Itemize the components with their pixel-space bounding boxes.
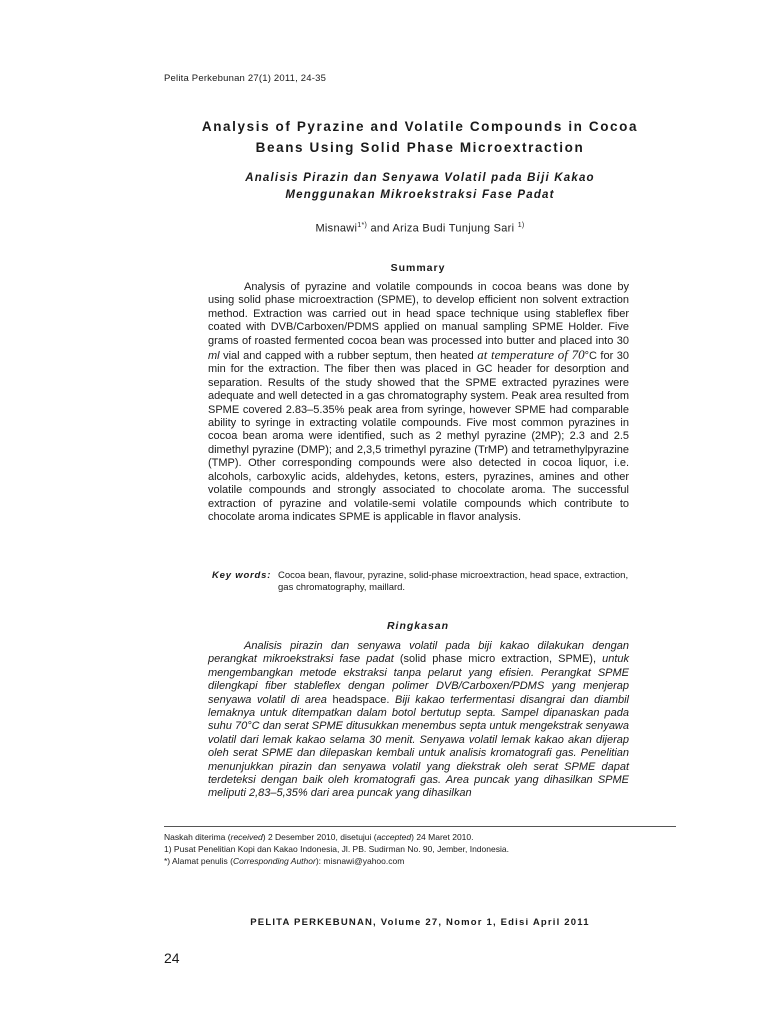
footnote-received-mid: ) 2 Desember 2010, disetujui ( bbox=[262, 832, 377, 842]
paper-title-line-1: Analysis of Pyrazine and Volatile Compounds in Cocoa bbox=[201, 119, 639, 134]
footnote-corresponding-prefix: *) Alamat penulis ( bbox=[164, 856, 233, 866]
footnote-corresponding-suffix: ): misnawi@yahoo.com bbox=[315, 856, 405, 866]
ringkasan-paragraph bbox=[208, 640, 629, 801]
footnote-corresponding-word: Corresponding Author bbox=[232, 856, 316, 866]
journal-footer: PELITA PERKEBUNAN, Volume 27, Nomor 1, Edisi April 2011 bbox=[250, 917, 590, 928]
running-head: Pelita Perkebunan 27(1) 2011, 24-35 bbox=[164, 73, 327, 84]
footnote-affiliation: 1) Pusat Penelitian Kopi dan Kakao Indonesia, Jl. PB. Sudirman No. 90, Jember, Indonesia. bbox=[164, 844, 509, 854]
page-number: 24 bbox=[164, 950, 180, 966]
paper-title-line-2: Beans Using Solid Phase Microextraction bbox=[255, 140, 585, 155]
summary-text-part-3: °C for 30 min for the extraction. The fiber then was placed in GC header for desorption and separation. Results of the study showed that the SPME extracted pyrazines were adequate and well detected in a gas chromatography system. Peak area resulted from SPME covered 2.83–5.35% peak area from syringe, however SPME had comparable ability to syringe in extracting volatile compounds. Five most common pyrazines in cocoa bean aroma were identified, such as 2 methyl pyrazine (2MP); 2.3 and 2.5 dimethyl pyrazine (DMP); and 2,3,5 trimethyl pyrazine (TrMP) and tetramethylpyrazine (TMP). Other corresponding compounds were also detected in cocoa liquor, i.e. alcohols, carboxylic acids, aldehydes, ketons, esters, pyrazines, amines and other volatile compounds and strongly associated to chocolate aroma. The successful extraction of pyrazine and volatile-semi volatile compounds which contribute to chocolate aroma indicates SPME is applicable in flavor analysis. bbox=[208, 350, 630, 523]
summary-unit-ml: ml bbox=[208, 350, 220, 363]
ringkasan-text-part-2: (solid phase micro extraction, SPME), bbox=[399, 653, 596, 666]
summary-temperature-phrase: at temperature of 70 bbox=[477, 347, 585, 363]
footnote-accepted-word: accepted bbox=[376, 832, 412, 842]
paper-subtitle-line-1: Analisis Pirazin dan Senyawa Volatil pada Biji Kakao bbox=[245, 172, 595, 184]
summary-paragraph bbox=[208, 281, 629, 524]
author-1-mark: 1*) bbox=[357, 222, 368, 229]
author-2-mark: 1) bbox=[517, 222, 525, 229]
footnotes bbox=[164, 831, 676, 867]
author-list bbox=[150, 222, 690, 235]
ringkasan-heading-text: Ringkasan bbox=[386, 620, 450, 632]
author-connector: and bbox=[367, 222, 393, 235]
ringkasan-text-part-1: Analisis pirazin dan senyawa volatil pada biji kakao dilakukan dengan perangkat mikroekstraksi fase padat bbox=[208, 640, 629, 666]
paper-title bbox=[150, 116, 690, 158]
keywords-block bbox=[212, 570, 630, 594]
paper-subtitle bbox=[150, 170, 690, 204]
summary-text-part-2: vial and capped with a rubber septum, then heated bbox=[219, 350, 478, 363]
footnote-received-prefix: Naskah diterima ( bbox=[164, 832, 231, 842]
summary-heading: Summary bbox=[390, 262, 446, 274]
author-2-name: Ariza Budi Tunjung Sari bbox=[392, 222, 515, 235]
paper-subtitle-line-2: Menggunakan Mikroekstraksi Fase Padat bbox=[285, 189, 555, 201]
footnote-received-suffix: ) 24 Maret 2010. bbox=[411, 832, 474, 842]
footnote-received bbox=[164, 831, 676, 843]
keywords-value: Cocoa bean, flavour, pyrazine, solid-phase microextraction, head space, extraction, gas chromatography, maillard. bbox=[278, 570, 629, 593]
footnote-received-word: received bbox=[230, 832, 263, 842]
summary-text-part-1: Analysis of pyrazine and volatile compounds in cocoa beans was done by using solid phase microextraction (SPME), to develop efficient non solvent extraction method. Extraction was carried out in head space technique using stableflex fiber coated with DVB/Carboxen/PDMS applied on manual sampling SPME Holder. Five grams of roasted fermented cocoa bean was processed into butter and placed into 30 bbox=[208, 281, 629, 347]
author-1-name: Misnawi bbox=[315, 222, 358, 235]
keywords-label: Key words: bbox=[212, 570, 272, 581]
ringkasan-heading bbox=[208, 620, 628, 632]
ringkasan-text-part-5: Biji kakao terfermentasi disangrai dan diambil lemaknya untuk ditempatkan dalam botol bertutup septa. Sampel dipanaskan pada suhu 70°C dan serat SPME ditusukkan menembus septa untuk mengekstrak senyawa volatil dari lemak kakao selama 30 menit. Senyawa volatil lemak kakao akan dijerap oleh serat SPME dan dilepaskan kembali untuk analisis kromatografi gas. Penelitian menunjukkan pirazin dan senyawa volatil yang diekstrak oleh serat SPME dapat terdeteksi dengan baik oleh kromatografi gas. Area puncak yang dihasilkan SPME meliputi 2,83–5,35% dari area puncak yang dihasilkan bbox=[208, 693, 630, 800]
footnote-divider bbox=[164, 826, 676, 827]
ringkasan-text-part-3: untuk mengembangkan metode ekstraksi tanpa pelarut yang efisien. Perangkat SPME dilengkapi fiber stableflex dengan polimer DVB/Carboxen/PDMS yang menjerap senyawa volatil di area bbox=[208, 653, 629, 706]
ringkasan-text-part-4: headspace. bbox=[332, 693, 390, 706]
footnote-corresponding bbox=[164, 855, 676, 867]
